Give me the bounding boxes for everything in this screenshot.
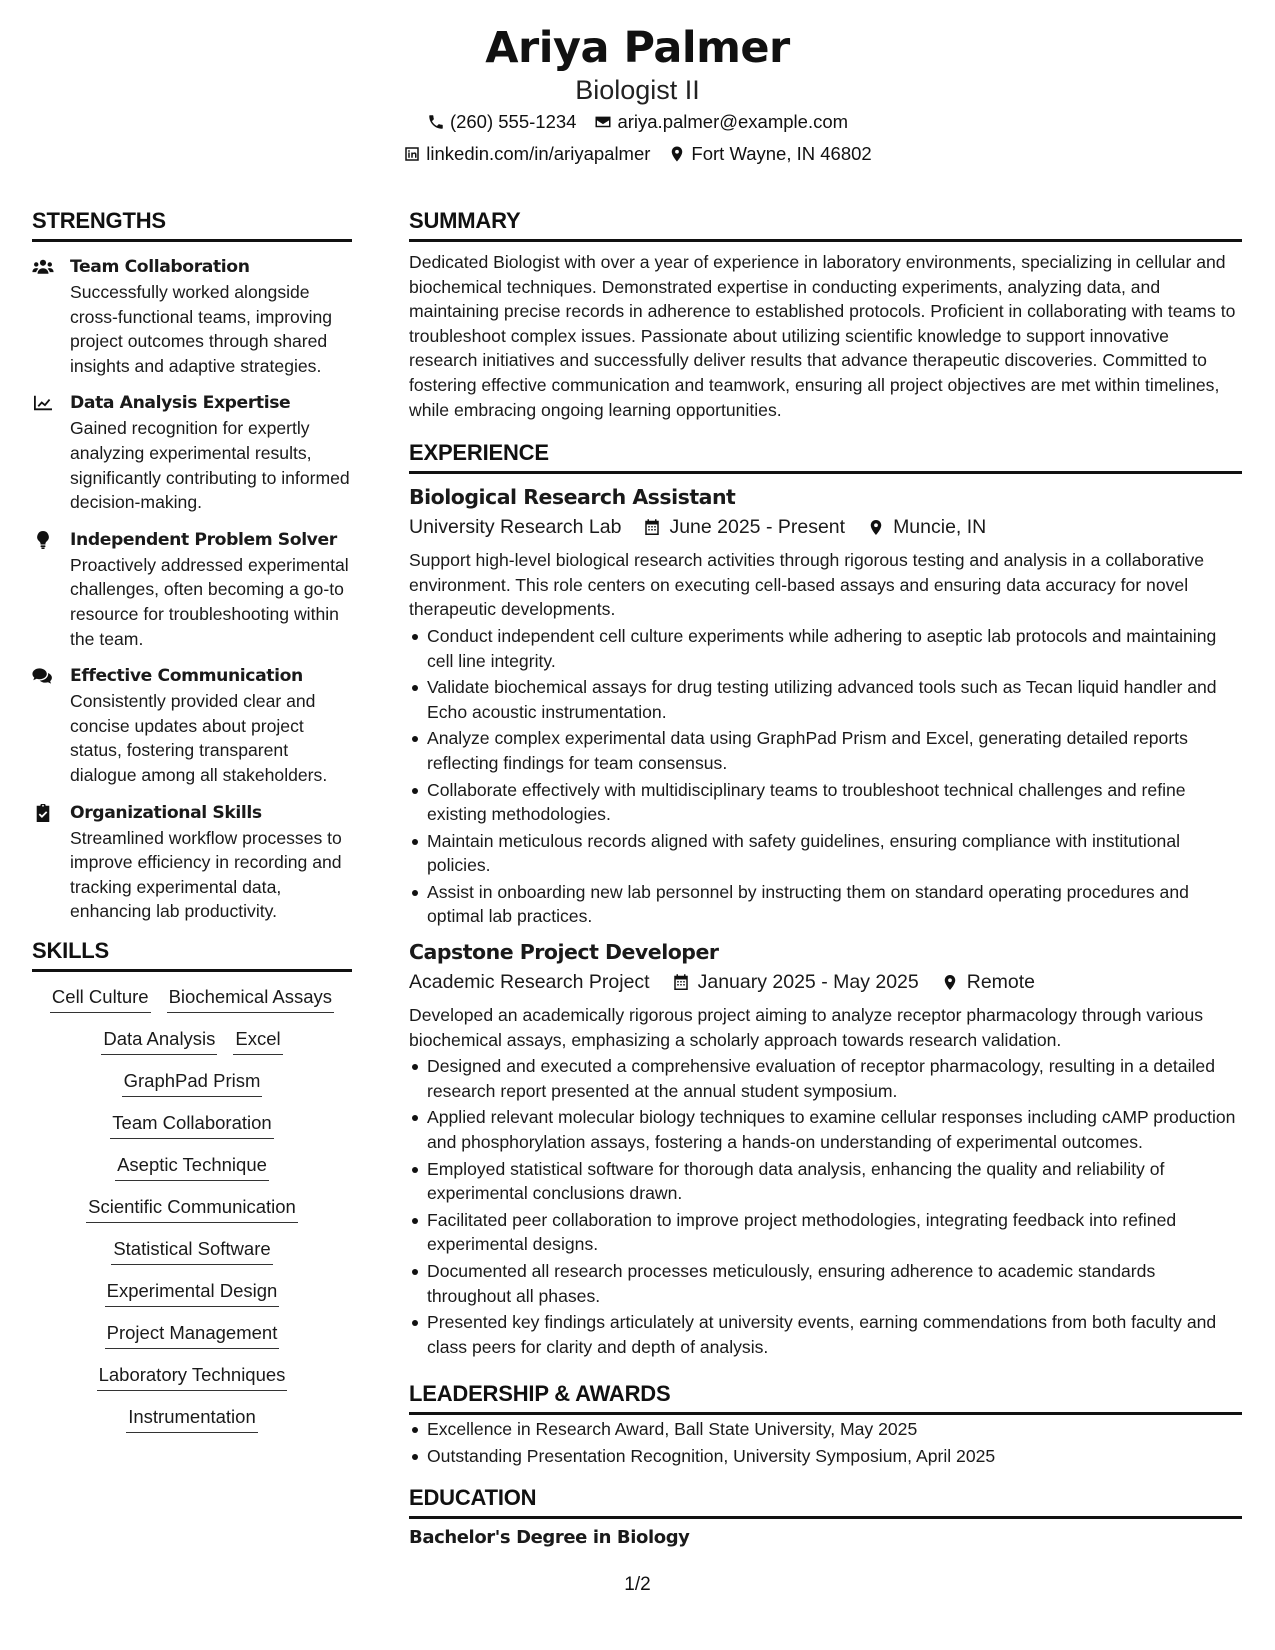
linkedin-text: linkedin.com/in/ariyapalmer	[426, 143, 651, 164]
job-dates: January 2025 - May 2025	[697, 971, 919, 994]
skill-tag: Project Management	[105, 1320, 280, 1349]
job-bullets	[409, 624, 1242, 929]
job-org: University Research Lab	[409, 516, 622, 539]
right-column	[409, 206, 1242, 1553]
job-title: Capstone Project Developer	[409, 940, 719, 965]
job-location: Muncie, IN	[893, 516, 987, 539]
list-item: Assist in onboarding new lab personnel by instructing them on standard operating procedures and optimal lab practices.	[409, 880, 1242, 929]
strength-title: Organizational Skills	[70, 802, 262, 823]
skill-tag: Data Analysis	[101, 1026, 217, 1055]
location-contact	[668, 138, 871, 170]
candidate-name: Ariya Palmer	[485, 23, 790, 73]
clipboard-check-icon	[32, 804, 54, 822]
job-location: Remote	[966, 971, 1036, 994]
job-dates: June 2025 - Present	[669, 516, 846, 539]
skill-tag: Excel	[233, 1026, 282, 1055]
education-degree: Bachelor's Degree in Biology	[409, 1526, 690, 1548]
lightbulb-icon	[32, 531, 54, 549]
job-meta	[409, 512, 1242, 542]
strength-desc: Gained recognition for expertly analyzing experimental results, significantly contributing to informed decision-making.	[70, 418, 350, 513]
leadership-section	[409, 1379, 1242, 1468]
envelope-icon	[594, 113, 612, 131]
strengths-list	[32, 254, 352, 924]
left-column	[32, 206, 352, 1433]
resume-header	[0, 22, 1275, 170]
experience-section	[409, 438, 1242, 1359]
strength-title: Data Analysis Expertise	[70, 393, 291, 414]
list-item: Conduct independent cell culture experiments while adhering to aseptic lab protocols and maintaining cell line integrity.	[409, 624, 1242, 673]
education-section	[409, 1483, 1242, 1553]
skill-tag: Experimental Design	[105, 1278, 280, 1307]
strength-desc: Successfully worked alongside cross-functional teams, improving project outcomes through shared insights and adaptive strategies.	[70, 282, 333, 376]
contact-line-1	[0, 106, 1275, 138]
phone-contact	[427, 106, 577, 138]
list-item: Collaborate effectively with multidisciplinary teams to troubleshoot technical challenges and refine existing methodologies.	[409, 778, 1242, 827]
list-item: Maintain meticulous records aligned with safety guidelines, ensuring compliance with institutional policies.	[409, 829, 1242, 878]
strength-item	[32, 390, 352, 514]
list-item: Applied relevant molecular biology techniques to examine cellular responses including cAMP production and phosphorylation assays, fostering a hands-on understanding of experimental outcomes.	[409, 1105, 1242, 1154]
strength-desc: Consistently provided clear and concise updates about project status, fostering transparent dialogue among all stakeholders.	[70, 691, 328, 785]
strength-desc: Proactively addressed experimental challenges, often becoming a go-to resource for troubleshooting within the team.	[70, 554, 349, 649]
calendar-icon	[672, 973, 690, 992]
list-item: Outstanding Presentation Recognition, University Symposium, April 2025	[409, 1444, 1242, 1469]
skill-tag: Instrumentation	[126, 1404, 258, 1433]
list-item: Excellence in Research Award, Ball State University, May 2025	[409, 1417, 1242, 1442]
list-item: Presented key findings articulately at university events, earning commendations from both faculty and class peers for clarity and depth of analysis.	[409, 1310, 1242, 1359]
job-description: Developed an academically rigorous project aiming to analyze receptor pharmacology through various biochemical assays, emphasizing a scholarly approach towards research validation.	[409, 1005, 1204, 1050]
list-item: Facilitated peer collaboration to improve project methodologies, integrating feedback into refined experimental designs.	[409, 1208, 1242, 1257]
job-title: Biological Research Assistant	[409, 485, 736, 510]
contact-line-2	[0, 138, 1275, 170]
experience-title: EXPERIENCE	[409, 438, 1242, 474]
phone-icon	[427, 113, 445, 131]
list-item: Designed and executed a comprehensive evaluation of receptor pharmacology, resulting in a detailed research report presented at the annual student symposium.	[409, 1054, 1242, 1103]
email-text: ariya.palmer@example.com	[617, 111, 849, 132]
location-text: Fort Wayne, IN 46802	[691, 143, 872, 164]
skill-tag: GraphPad Prism	[122, 1068, 263, 1097]
strength-title: Effective Communication	[70, 666, 303, 687]
list-item: Validate biochemical assays for drug testing utilizing advanced tools such as Tecan liquid handler and Echo acoustic instrumentation.	[409, 675, 1242, 724]
leadership-list	[409, 1417, 1242, 1468]
strength-item	[32, 254, 352, 378]
strengths-title: STRENGTHS	[32, 206, 352, 242]
strength-item	[32, 800, 352, 924]
skill-tag: Laboratory Techniques	[97, 1362, 288, 1391]
page-number: 1/2	[624, 1574, 651, 1595]
list-item: Analyze complex experimental data using GraphPad Prism and Excel, generating detailed reports reflecting findings for team consensus.	[409, 726, 1242, 775]
job-meta	[409, 967, 1242, 997]
job-entry	[409, 938, 1242, 1359]
skill-tag: Scientific Communication	[86, 1194, 298, 1223]
leadership-title: LEADERSHIP & AWARDS	[409, 1379, 1242, 1415]
skills-title: SKILLS	[32, 936, 352, 972]
strength-title: Team Collaboration	[70, 257, 250, 277]
skill-tag: Team Collaboration	[110, 1110, 273, 1139]
skills-section	[32, 936, 352, 1433]
skill-tag: Aseptic Technique	[115, 1152, 269, 1181]
candidate-role: Biologist II	[575, 75, 700, 105]
strength-item	[32, 527, 352, 651]
linkedin-icon	[403, 145, 421, 163]
phone-text: (260) 555-1234	[449, 111, 577, 132]
strength-desc: Streamlined workflow processes to improve efficiency in recording and tracking experimental data, enhancing lab productivity.	[70, 827, 342, 922]
chart-line-icon	[32, 394, 54, 412]
users-icon	[32, 258, 54, 276]
map-pin-icon	[668, 145, 686, 163]
map-pin-icon	[867, 518, 885, 537]
calendar-icon	[643, 518, 661, 537]
skill-tag: Statistical Software	[111, 1236, 272, 1265]
summary-text: Dedicated Biologist with over a year of experience in laboratory environments, specializing in cellular and biochemical techniques. Demonstrated expertise in conducting experiments, analyzing data, and maintaining precise records in adherence to established protocols. Proficient in collaborating with teams to troubleshoot complex issues. Passionate about utilizing scientific knowledge to support innovative research initiatives and successfully deliver results that advance therapeutic discoveries. Committed to fostering effective communication and teamwork, ensuring all project objectives are met within timelines, while embracing ongoing learning opportunities.	[409, 252, 1236, 420]
job-bullets	[409, 1054, 1242, 1359]
strength-item	[32, 663, 352, 787]
summary-title: SUMMARY	[409, 206, 1242, 242]
job-entry	[409, 483, 1242, 929]
list-item: Documented all research processes meticulously, ensuring adherence to academic standards throughout all phases.	[409, 1259, 1242, 1308]
map-pin-icon	[941, 973, 959, 992]
skill-tag: Cell Culture	[50, 984, 151, 1013]
linkedin-contact[interactable]	[403, 138, 650, 170]
skill-tag: Biochemical Assays	[167, 984, 334, 1013]
job-description: Support high-level biological research activities through rigorous testing and analysis in a collaborative environment. This role centers on executing cell-based assays and ensuring data accuracy for novel therapeutic developments.	[409, 550, 1205, 620]
comments-icon	[32, 667, 54, 685]
list-item: Employed statistical software for thorough data analysis, enhancing the quality and reliability of experimental conclusions drawn.	[409, 1157, 1242, 1206]
job-org: Academic Research Project	[409, 971, 650, 994]
skills-list	[32, 984, 352, 1433]
strength-title: Independent Problem Solver	[70, 529, 337, 550]
education-title: EDUCATION	[409, 1483, 1242, 1519]
email-contact[interactable]	[594, 106, 848, 138]
